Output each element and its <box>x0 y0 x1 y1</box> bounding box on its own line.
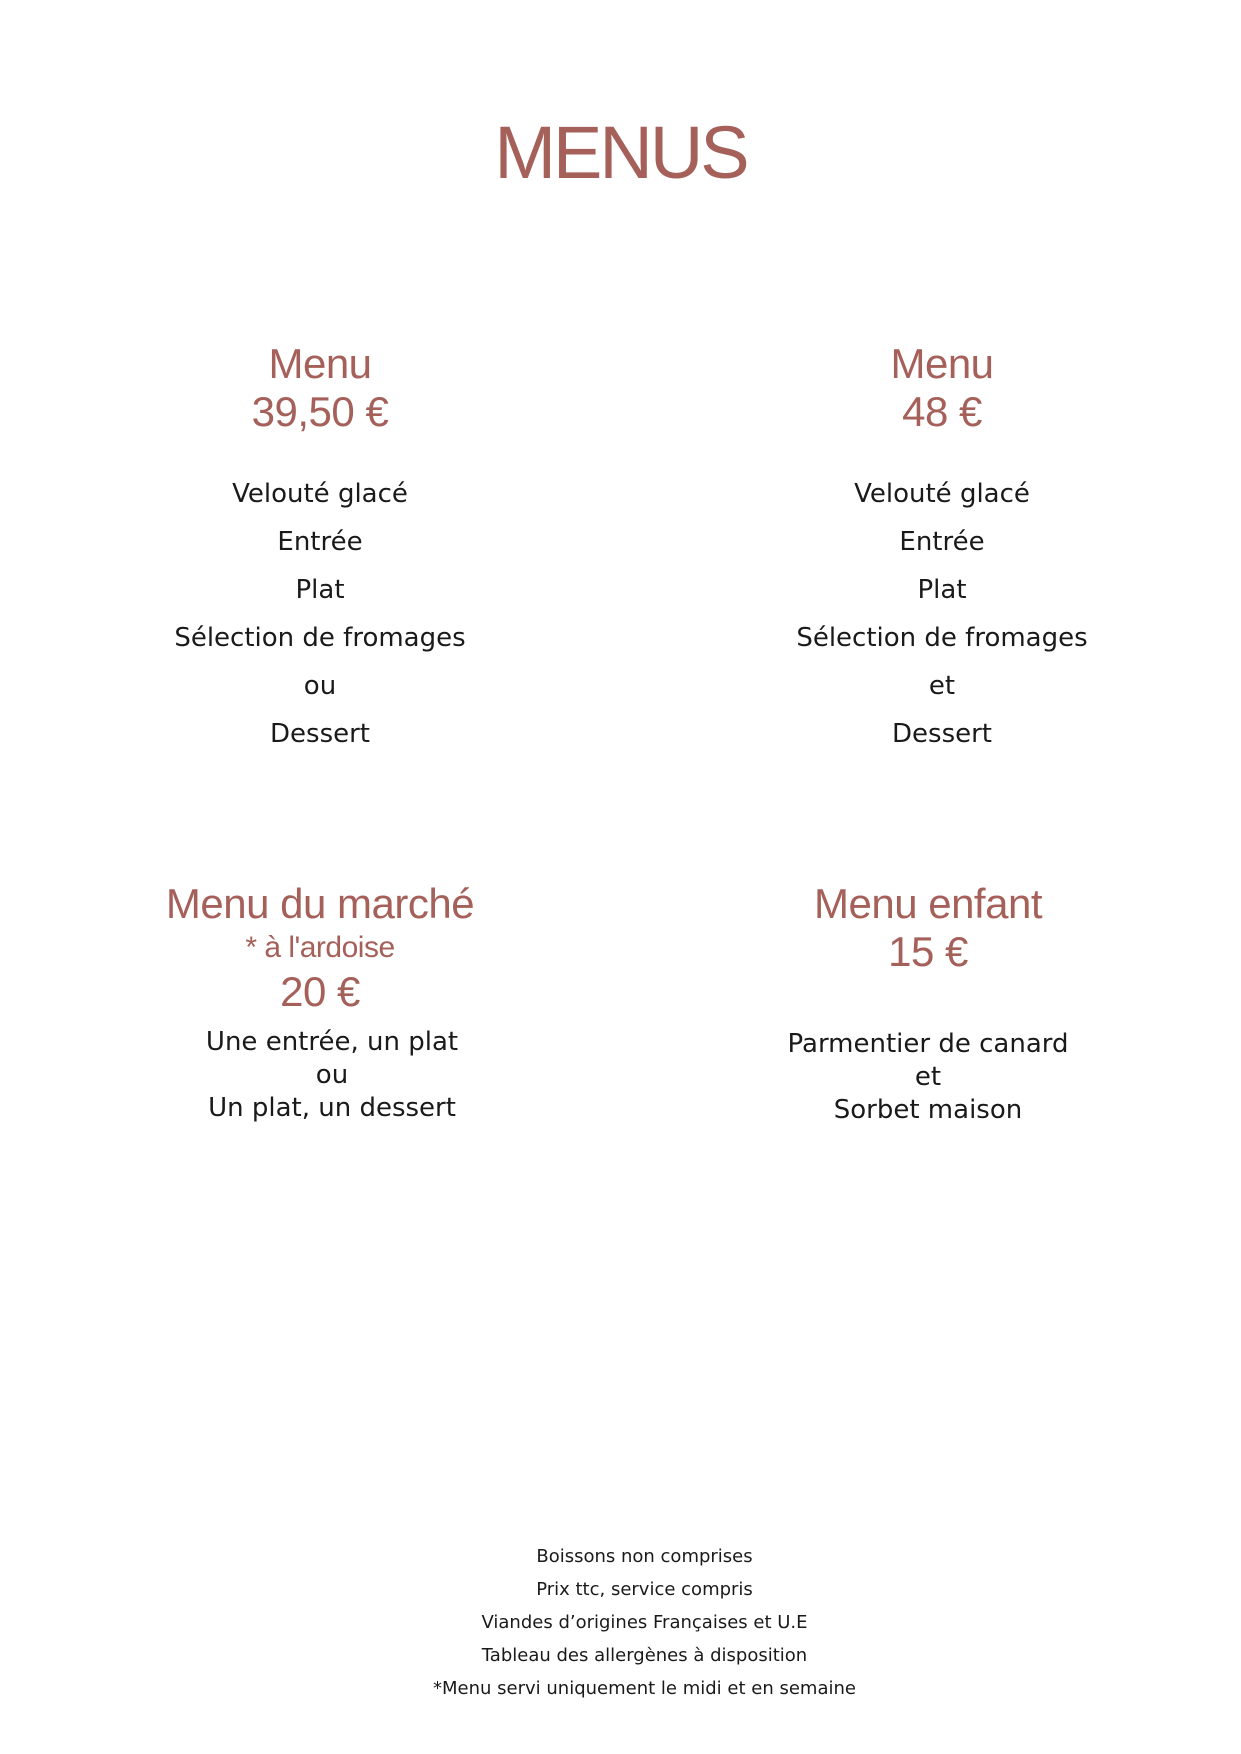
course-connector: ou <box>303 671 337 701</box>
menu-card-48 <box>662 340 1222 758</box>
course-item: Plat <box>917 575 967 605</box>
course-item: Velouté glacé <box>854 479 1030 509</box>
menu-price: 20 € <box>280 968 360 1015</box>
course-list <box>40 470 600 758</box>
course-item: Velouté glacé <box>232 479 408 509</box>
course-item: Plat <box>295 575 345 605</box>
menu-heading: Menu <box>268 340 372 387</box>
course-item: Sélection de fromages <box>796 623 1088 653</box>
course-item: Entrée <box>277 527 363 557</box>
course-item: Sorbet maison <box>833 1095 1023 1125</box>
course-item: Parmentier de canard <box>787 1029 1069 1059</box>
page-title: MENUS <box>494 111 747 194</box>
course-list <box>648 1028 1208 1127</box>
footer-note: *Menu servi uniquement le midi et en semaine <box>433 1678 856 1699</box>
menu-price: 39,50 € <box>251 388 389 435</box>
menu-card-39-50 <box>40 340 600 758</box>
course-item: Dessert <box>892 719 992 749</box>
footer-notes <box>24 1540 1241 1705</box>
footer-note: Prix ttc, service compris <box>536 1579 753 1600</box>
menu-heading: Menu du marché <box>165 880 475 927</box>
menu-heading: Menu enfant <box>813 880 1042 927</box>
course-item: Un plat, un dessert <box>208 1093 456 1123</box>
course-item: Une entrée, un plat <box>205 1027 459 1057</box>
course-item: Entrée <box>899 527 985 557</box>
course-connector: et <box>928 671 956 701</box>
menu-heading: Menu <box>890 340 994 387</box>
course-connector: et <box>914 1062 942 1092</box>
course-item: Sélection de fromages <box>174 623 466 653</box>
menu-price: 15 € <box>888 928 968 975</box>
footer-note: Boissons non comprises <box>536 1546 753 1567</box>
menu-price: 48 € <box>902 388 982 435</box>
course-list <box>662 470 1222 758</box>
course-list <box>52 1026 612 1125</box>
footer-note: Viandes d’origines Françaises et U.E <box>481 1612 808 1633</box>
menu-note: * à l'ardoise <box>245 931 395 964</box>
course-item: Dessert <box>270 719 370 749</box>
footer-note: Tableau des allergènes à disposition <box>481 1645 808 1666</box>
menu-card-enfant <box>648 880 1208 1127</box>
course-connector: ou <box>315 1060 349 1090</box>
menu-card-marche <box>40 880 600 1125</box>
